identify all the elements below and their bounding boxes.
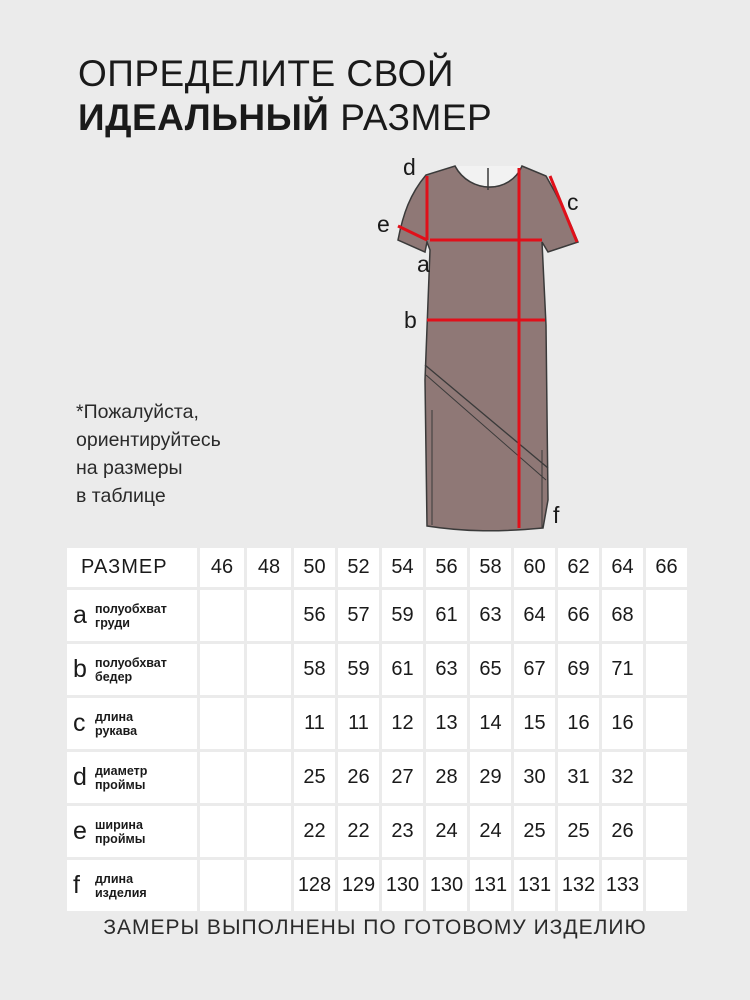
- table-cell: 130: [382, 860, 423, 911]
- table-cell: 29: [470, 752, 511, 803]
- note-line: на размеры: [76, 457, 183, 479]
- table-cell: 129: [338, 860, 379, 911]
- table-cell: [646, 806, 687, 857]
- table-cell: 61: [426, 590, 467, 641]
- row-desc: [95, 764, 147, 792]
- table-cell: 26: [602, 806, 643, 857]
- table-cell: 28: [426, 752, 467, 803]
- table-cell: [200, 860, 244, 911]
- row-letter: c: [73, 709, 86, 737]
- table-cell: 25: [514, 806, 555, 857]
- table-cell: [247, 860, 291, 911]
- table-cell: 67: [514, 644, 555, 695]
- table-cell: 128: [294, 860, 335, 911]
- table-cell: [646, 644, 687, 695]
- dress-diagram: [370, 150, 620, 535]
- table-cell: 61: [382, 644, 423, 695]
- title-bold: ИДЕАЛЬНЫЙ: [78, 97, 330, 138]
- table-row: [67, 752, 687, 803]
- table-cell: 69: [558, 644, 599, 695]
- row-header: [67, 644, 197, 695]
- table-cell: 68: [602, 590, 643, 641]
- row-header: [67, 752, 197, 803]
- table-cell: 66: [558, 590, 599, 641]
- table-cell: 11: [294, 698, 335, 749]
- table-cell: 63: [426, 644, 467, 695]
- size-table: [64, 545, 690, 914]
- size-col-62: 62: [558, 548, 599, 587]
- row-desc-line: длина: [95, 871, 134, 886]
- row-desc-line: груди: [95, 615, 130, 630]
- row-desc-line: проймы: [95, 831, 146, 846]
- table-cell: [247, 752, 291, 803]
- table-cell: 25: [294, 752, 335, 803]
- table-row: [67, 806, 687, 857]
- row-desc-line: ширина: [95, 817, 143, 832]
- title-rest: РАЗМЕР: [340, 97, 493, 138]
- title-line1: ОПРЕДЕЛИТЕ СВОЙ: [78, 53, 454, 94]
- label-f: f: [553, 502, 560, 528]
- row-letter: e: [73, 817, 87, 845]
- label-e: e: [377, 211, 390, 237]
- size-col-66: 66: [646, 548, 687, 587]
- table-cell: 26: [338, 752, 379, 803]
- size-col-50: 50: [294, 548, 335, 587]
- label-a: a: [417, 251, 430, 277]
- table-cell: [247, 644, 291, 695]
- table-cell: 13: [426, 698, 467, 749]
- table-cell: 133: [602, 860, 643, 911]
- table-row: [67, 860, 687, 911]
- row-desc-line: полуобхват: [95, 601, 167, 616]
- table-cell: 131: [514, 860, 555, 911]
- table-cell: [646, 590, 687, 641]
- size-header-label: РАЗМЕР: [67, 548, 197, 587]
- table-cell: 64: [514, 590, 555, 641]
- table-cell: 31: [558, 752, 599, 803]
- row-desc-line: диаметр: [95, 763, 148, 778]
- table-cell: [200, 644, 244, 695]
- dress-silhouette: [398, 166, 578, 531]
- row-header: [67, 698, 197, 749]
- row-desc: [95, 710, 137, 738]
- row-desc-line: проймы: [95, 777, 146, 792]
- row-desc: [95, 656, 167, 684]
- table-cell: [200, 590, 244, 641]
- label-c: c: [567, 189, 579, 215]
- row-letter: b: [73, 655, 87, 683]
- size-col-54: 54: [382, 548, 423, 587]
- size-col-56: 56: [426, 548, 467, 587]
- table-cell: 30: [514, 752, 555, 803]
- size-col-64: 64: [602, 548, 643, 587]
- table-cell: 15: [514, 698, 555, 749]
- table-cell: [247, 806, 291, 857]
- row-desc-line: рукава: [95, 723, 138, 738]
- row-letter: d: [73, 763, 87, 791]
- table-cell: 131: [470, 860, 511, 911]
- table-cell: [646, 860, 687, 911]
- table-cell: 132: [558, 860, 599, 911]
- row-desc-line: изделия: [95, 885, 147, 900]
- footer-note: ЗАМЕРЫ ВЫПОЛНЕНЫ ПО ГОТОВОМУ ИЗДЕЛИЮ: [103, 916, 647, 939]
- row-desc: [95, 602, 167, 630]
- table-cell: 22: [338, 806, 379, 857]
- table-cell: 22: [294, 806, 335, 857]
- size-col-52: 52: [338, 548, 379, 587]
- table-cell: 12: [382, 698, 423, 749]
- table-row: [67, 644, 687, 695]
- row-desc-line: полуобхват: [95, 655, 167, 670]
- row-desc: [95, 872, 147, 900]
- size-col-48: 48: [247, 548, 291, 587]
- table-cell: 32: [602, 752, 643, 803]
- table-cell: 24: [426, 806, 467, 857]
- table-cell: [200, 752, 244, 803]
- label-d: d: [403, 154, 416, 180]
- table-cell: 11: [338, 698, 379, 749]
- table-cell: 23: [382, 806, 423, 857]
- title-line2: [78, 96, 492, 140]
- table-cell: [646, 752, 687, 803]
- note-line: ориентируйтесь: [76, 429, 221, 451]
- table-cell: 59: [338, 644, 379, 695]
- row-desc-line: длина: [95, 709, 134, 724]
- size-col-46: 46: [200, 548, 244, 587]
- note-line: в таблице: [76, 485, 166, 507]
- row-desc-line: бедер: [95, 669, 133, 684]
- table-cell: [200, 698, 244, 749]
- table-cell: 65: [470, 644, 511, 695]
- table-cell: [247, 698, 291, 749]
- table-row: [67, 590, 687, 641]
- table-cell: 56: [294, 590, 335, 641]
- note-line: *Пожалуйста,: [76, 401, 199, 423]
- table-cell: 57: [338, 590, 379, 641]
- table-cell: 27: [382, 752, 423, 803]
- row-header: [67, 860, 197, 911]
- table-cell: [200, 806, 244, 857]
- table-cell: 58: [294, 644, 335, 695]
- table-cell: 25: [558, 806, 599, 857]
- table-cell: 24: [470, 806, 511, 857]
- table-cell: [247, 590, 291, 641]
- row-letter: a: [73, 601, 87, 629]
- row-letter: f: [73, 871, 80, 899]
- row-header: [67, 590, 197, 641]
- page-title: [78, 52, 492, 140]
- table-header-row: [67, 548, 687, 587]
- label-b: b: [404, 307, 417, 333]
- row-header: [67, 806, 197, 857]
- table-cell: 16: [558, 698, 599, 749]
- table-cell: 130: [426, 860, 467, 911]
- table-cell: 16: [602, 698, 643, 749]
- table-cell: 59: [382, 590, 423, 641]
- table-cell: 71: [602, 644, 643, 695]
- table-cell: [646, 698, 687, 749]
- table-cell: 63: [470, 590, 511, 641]
- row-desc: [95, 818, 145, 846]
- size-col-60: 60: [514, 548, 555, 587]
- table-cell: 14: [470, 698, 511, 749]
- table-row: [67, 698, 687, 749]
- size-note: [76, 398, 221, 510]
- size-col-58: 58: [470, 548, 511, 587]
